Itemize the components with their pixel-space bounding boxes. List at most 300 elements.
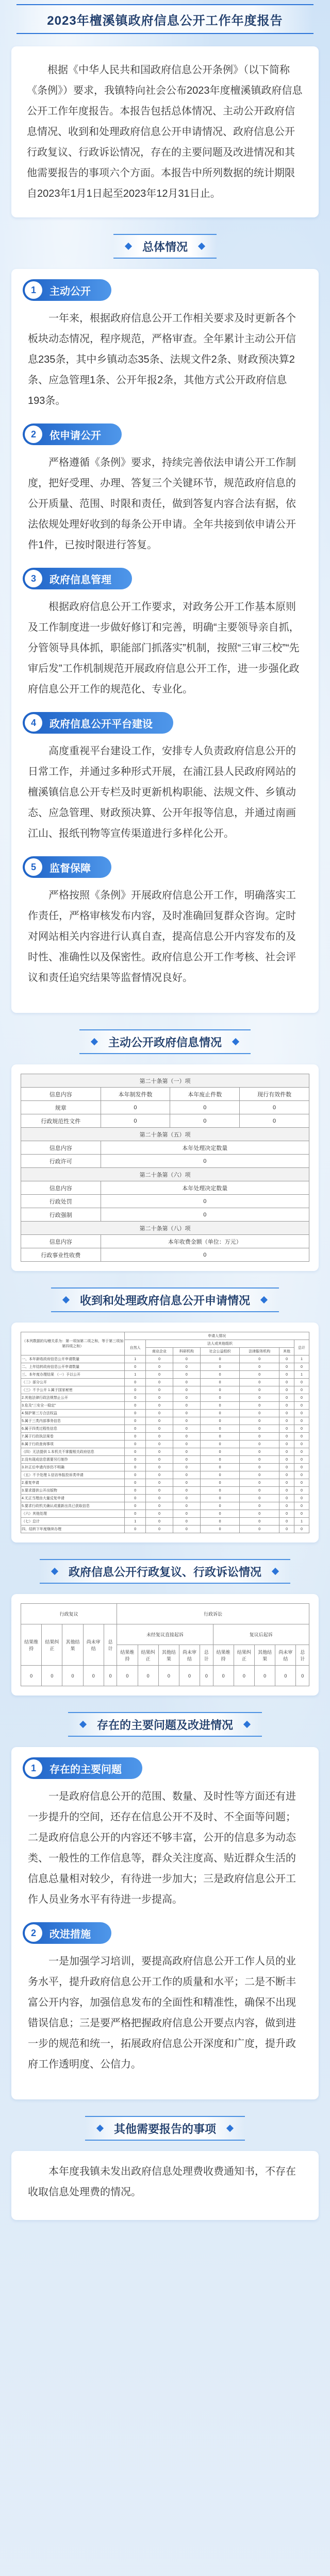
table-row-label: 二、上年结转政府信息公开申请数量 [21, 1363, 125, 1371]
table-cell: 0 [125, 1433, 146, 1440]
table-cell: 0 [294, 1402, 309, 1410]
table-cell: 0 [279, 1363, 294, 1371]
table-cell: 0 [294, 1495, 309, 1502]
table-section-title: 第二十条第（八）项 [21, 1222, 309, 1235]
table-cell: 0 [125, 1425, 146, 1433]
table-cell: 0 [125, 1410, 146, 1417]
sub-section-text: 一是政府信息公开的范围、数量、及时性等方面还有进一步提升的空间，还存在信息公开不及时、不全面等问题；二是政府信息公开的内容还不够丰富，公开的信息多为动态类、一般性的工作信息等，群众关注度高、贴近群众生活的信息总量相对较少，有待进一步加大；三是政府信息公开工作人员业务水平有待进一步提高。 [28, 1791, 296, 1905]
table-cell: 0 [62, 1666, 83, 1686]
table-cell: 0 [146, 1448, 173, 1456]
table-col-header: 总计 [200, 1645, 213, 1666]
table-cell: 0 [173, 1471, 200, 1479]
table-cell: 0 [146, 1425, 173, 1433]
table-cell: 0 [240, 1402, 279, 1410]
table-cell: 0 [101, 1248, 309, 1262]
table-cell: 0 [125, 1487, 146, 1495]
table-cell: 0 [146, 1471, 173, 1479]
table-cell: 0 [200, 1448, 240, 1456]
table-cell: 0 [200, 1487, 240, 1495]
table-cell: 0 [240, 1510, 279, 1518]
table-col-header: （本列数据的勾稽关系为：第一项加第二项之和，等于第三项加第四项之和） [21, 1332, 125, 1355]
sub-section-title: 政府信息公开平台建设 [50, 718, 153, 730]
table-cell: 0 [294, 1379, 309, 1386]
table-col-header: 现行有效件数 [240, 1088, 309, 1101]
table-cell: 0 [173, 1487, 200, 1495]
table-cell: 0 [125, 1456, 146, 1464]
sub-section-heading [23, 712, 173, 734]
table-cell: 0 [240, 1495, 279, 1502]
table-cell: 0 [125, 1479, 146, 1487]
table-cell: 行政许可 [21, 1155, 101, 1168]
table-cell: 0 [240, 1101, 309, 1114]
table-cell: 0 [173, 1510, 200, 1518]
table-cell: 0 [125, 1502, 146, 1510]
table-col-header: 本年处理决定数量 [101, 1141, 309, 1155]
table-row-label: （三）不予公开 1.属于国家秘密 [21, 1386, 125, 1394]
table-cell: 行政处罚 [21, 1195, 101, 1208]
table-cell: 1 [125, 1518, 146, 1526]
table-row [21, 1410, 309, 1417]
table-cell: 0 [240, 1114, 309, 1128]
table-row [21, 1101, 309, 1114]
table-cell: 0 [173, 1402, 200, 1410]
table-row-label: 7.属于行政执法案卷 [21, 1433, 125, 1440]
table-row [21, 1417, 309, 1425]
table-cell: 0 [240, 1487, 279, 1495]
table-cell: 1 [294, 1355, 309, 1363]
table-cell: 0 [170, 1114, 240, 1128]
table-cell: 0 [125, 1510, 146, 1518]
table-cell: 0 [294, 1394, 309, 1402]
table-col-header: 本年收费金额（单位：万元） [101, 1235, 309, 1248]
sub-section-3 [23, 568, 307, 705]
table-col-header: 结果纠正 [42, 1624, 62, 1666]
table-col-header: 自然人 [125, 1340, 146, 1355]
table-cell: 规章 [21, 1101, 101, 1114]
table-cell: 0 [200, 1410, 240, 1417]
table-cell: 0 [146, 1440, 173, 1448]
table-cell: 0 [125, 1464, 146, 1471]
table-cell: 0 [173, 1394, 200, 1402]
section-title-other-label: 其他需要报告的事项 [85, 2116, 245, 2141]
table-row [21, 1518, 309, 1526]
table-cell: 0 [279, 1487, 294, 1495]
table-cell: 0 [240, 1440, 279, 1448]
table-cell: 0 [294, 1456, 309, 1464]
table-cell: 0 [200, 1495, 240, 1502]
table-cell: 0 [279, 1495, 294, 1502]
table-cell: 0 [240, 1417, 279, 1425]
table-cell: 0 [173, 1502, 200, 1510]
table-cell: 0 [200, 1456, 240, 1464]
table-row-label: （五）不予处理 1.信访举报投诉类申请 [21, 1471, 125, 1479]
sub-section-title: 存在的主要问题 [50, 1764, 122, 1775]
table-cell: 0 [173, 1440, 200, 1448]
table-col-header: 本年制发件数 [101, 1088, 170, 1101]
table-cell: 0 [146, 1355, 173, 1363]
table-cell: 0 [125, 1379, 146, 1386]
table-cell: 0 [146, 1394, 173, 1402]
sub-section-title: 主动公开 [50, 285, 91, 297]
table-cell: 0 [294, 1487, 309, 1495]
section-title-active-label: 主动公开政府信息情况 [79, 1029, 251, 1054]
table-cell: 0 [125, 1394, 146, 1402]
table-cell: 0 [146, 1479, 173, 1487]
table-cell: 0 [146, 1402, 173, 1410]
sub-section-text: 根据政府信息公开工作要求，对政务公开工作基本原则及工作制度进一步做好修订和完善，明确“主要领导亲自抓，分管领导具体抓，职能部门抓落实”机制，按照“三审三校”“先审后发”工作机制规范开展政府信息公开工作，进一步强化政府信息公开工作的规范化、专业化。 [28, 601, 300, 695]
table-cell: 0 [146, 1495, 173, 1502]
table-row [21, 1114, 309, 1128]
table-cell: 0 [146, 1464, 173, 1471]
table-cell: 0 [146, 1456, 173, 1464]
table-cell: 0 [200, 1386, 240, 1394]
table-cell: 0 [125, 1448, 146, 1456]
active-table-card [11, 1064, 319, 1271]
table-row-label: 2.其他法律行政法规禁止公开 [21, 1394, 125, 1402]
review-table-card [11, 1594, 319, 1696]
table-row [21, 1471, 309, 1479]
section-title-apply-label: 收到和处理政府信息公开申请情况 [51, 1287, 279, 1312]
table-row [21, 1208, 309, 1222]
report-title: 2023年檀溪镇政府信息公开工作年度报告 [47, 13, 283, 28]
table-cell: 0 [294, 1448, 309, 1456]
table-cell: 0 [200, 1666, 213, 1686]
sub-section-number: 1 [25, 281, 42, 299]
table-row [21, 1355, 309, 1363]
table-cell: 0 [42, 1666, 62, 1686]
section-title-review-label: 政府信息公开行政复议、行政诉讼情况 [40, 1559, 290, 1584]
table-cell: 0 [138, 1666, 158, 1686]
table-cell: 0 [200, 1433, 240, 1440]
table-row [21, 1479, 309, 1487]
sub-section-number: 5 [25, 858, 42, 876]
table-cell: 0 [173, 1518, 200, 1526]
table-row [21, 1363, 309, 1371]
table-col-header: 信息内容 [21, 1088, 101, 1101]
table-cell: 0 [200, 1355, 240, 1363]
table-cell: 0 [240, 1464, 279, 1471]
table-cell: 0 [294, 1479, 309, 1487]
table-cell: 0 [240, 1379, 279, 1386]
table-cell: 0 [279, 1386, 294, 1394]
table-cell: 0 [170, 1101, 240, 1114]
table-row-label: （七）总计 [21, 1518, 125, 1526]
table-cell: 0 [240, 1526, 279, 1533]
table-cell: 0 [279, 1456, 294, 1464]
table-cell: 0 [200, 1471, 240, 1479]
table-section-title: 第二十条第（五）项 [21, 1128, 309, 1141]
table-col-header: 总计 [294, 1340, 309, 1355]
table-cell: 0 [279, 1433, 294, 1440]
sub-section-2 [23, 1922, 307, 2080]
section-title-overall-label: 总体情况 [113, 234, 217, 259]
section-title-other [11, 2115, 319, 2142]
apply-statistics-table [21, 1332, 309, 1533]
table-cell: 0 [117, 1666, 138, 1686]
table-cell: 0 [125, 1495, 146, 1502]
table-cell: 0 [101, 1195, 309, 1208]
table-row-label: 3.要求提供公开出版物 [21, 1487, 125, 1495]
table-cell: 0 [200, 1440, 240, 1448]
table-row-label: 2.重复申请 [21, 1479, 125, 1487]
table-cell: 0 [200, 1510, 240, 1518]
table-cell: 0 [279, 1518, 294, 1526]
overall-card [11, 269, 319, 1013]
table-cell: 0 [294, 1464, 309, 1471]
other-text: 本年度我镇未发出政府信息处理费收费通知书，不存在收取信息处理费的情况。 [28, 2166, 296, 2198]
table-cell: 0 [240, 1502, 279, 1510]
sub-section-text: 严格按照《条例》开展政府信息公开工作，明确落实工作责任，严格审核发布内容，及时准确回复群众咨询。定时对网站相关内容进行认真自查，提高信息公开内容发布的及时性、准确性以及保密性。政府信息公开工作考核、社会评议和责任追究结果等监督情况良好。 [28, 890, 296, 984]
table-cell: 0 [279, 1410, 294, 1417]
table-row-label: 5.要求行政机关确认或重新出具已获取信息 [21, 1502, 125, 1510]
table-cell: 0 [275, 1666, 296, 1686]
sub-section-heading [23, 423, 122, 445]
table-row-label: 3.补正后申请内容仍不明确 [21, 1464, 125, 1471]
table-col-header: 复议后起诉 [213, 1624, 309, 1645]
table-row [21, 1425, 309, 1433]
sub-section-1 [23, 279, 307, 416]
table-cell: 0 [200, 1417, 240, 1425]
table-cell: 1 [294, 1518, 309, 1526]
table-cell: 0 [240, 1394, 279, 1402]
table-cell: 0 [240, 1425, 279, 1433]
table-cell: 0 [255, 1666, 275, 1686]
table-cell: 0 [279, 1394, 294, 1402]
table-col-header: 行政复议 [21, 1604, 117, 1624]
table-cell: 行政规范性文件 [21, 1114, 101, 1128]
table-row-label: 四、结转下年度继续办理 [21, 1526, 125, 1533]
table-cell: 0 [173, 1355, 200, 1363]
table-cell: 0 [294, 1410, 309, 1417]
table-cell: 0 [200, 1371, 240, 1379]
table-cell: 0 [279, 1464, 294, 1471]
sub-section-title: 依申请公开 [50, 430, 101, 442]
table-cell: 1 [125, 1371, 146, 1379]
table-row-label: 三、本年度办理结果 （一）予以公开 [21, 1371, 125, 1379]
table-row [21, 1502, 309, 1510]
sub-section-text: 高度重视平台建设工作，安排专人负责政府信息公开的日常工作，并通过多种形式开展，在浦江县人民政府网站的檀溪镇信息公开专栏及时更新机构职能、法规文件、乡镇动态、应急管理、财政预决算、公开年报等信息，并通过南画江山、报纸刊物等宣传渠道进行多样化公开。 [28, 745, 296, 839]
table-col-header: 法人或其他组织 [146, 1340, 294, 1348]
table-cell: 0 [158, 1666, 179, 1686]
table-cell: 0 [240, 1448, 279, 1456]
review-litigation-table [21, 1603, 309, 1686]
table-col-header: 结果维持 [21, 1624, 42, 1666]
table-cell: 0 [294, 1386, 309, 1394]
table-row [21, 1440, 309, 1448]
table-cell: 0 [279, 1417, 294, 1425]
table-row [21, 1510, 309, 1518]
table-cell: 0 [83, 1666, 104, 1686]
table-cell: 0 [200, 1402, 240, 1410]
table-cell: 0 [279, 1502, 294, 1510]
table-cell: 0 [294, 1526, 309, 1533]
section-title-review [11, 1558, 319, 1585]
table-cell: 0 [279, 1479, 294, 1487]
table-cell: 0 [146, 1518, 173, 1526]
table-col-header: 结果维持 [213, 1645, 234, 1666]
section-title-apply [11, 1286, 319, 1313]
table-col-header: 其他 [279, 1348, 294, 1355]
table-cell: 0 [173, 1526, 200, 1533]
table-cell: 0 [173, 1410, 200, 1417]
table-cell: 0 [294, 1363, 309, 1371]
sub-section-4 [23, 712, 307, 849]
table-cell: 0 [213, 1666, 234, 1686]
table-cell: 0 [173, 1425, 200, 1433]
table-cell: 0 [240, 1518, 279, 1526]
table-cell: 0 [146, 1379, 173, 1386]
problems-card [11, 1747, 319, 2099]
table-col-header: 信息内容 [21, 1235, 101, 1248]
sub-section-heading [23, 568, 132, 589]
sub-section-heading [23, 1922, 111, 1944]
table-cell: 0 [173, 1371, 200, 1379]
table-col-header: 本年处理决定数量 [101, 1181, 309, 1195]
table-cell: 0 [294, 1440, 309, 1448]
table-cell: 0 [179, 1666, 200, 1686]
table-cell: 0 [125, 1440, 146, 1448]
table-col-header: 尚未审结 [275, 1645, 296, 1666]
table-cell: 0 [173, 1464, 200, 1471]
table-cell: 0 [279, 1355, 294, 1363]
table-section-title: 第二十条第（一）项 [21, 1074, 309, 1088]
table-cell: 0 [240, 1371, 279, 1379]
sub-section-heading [23, 856, 111, 878]
sub-section-5 [23, 856, 307, 993]
table-col-header: 其他结果 [158, 1645, 179, 1666]
table-cell: 0 [101, 1114, 170, 1128]
table-cell: 0 [240, 1355, 279, 1363]
table-cell: 0 [173, 1417, 200, 1425]
table-cell: 0 [21, 1666, 42, 1686]
sub-section-heading [23, 1757, 142, 1779]
table-cell: 0 [279, 1425, 294, 1433]
sub-section-title: 改进措施 [50, 1928, 91, 1940]
table-cell: 0 [146, 1363, 173, 1371]
table-row [21, 1448, 309, 1456]
table-cell: 0 [279, 1526, 294, 1533]
table-cell: 0 [200, 1526, 240, 1533]
table-cell: 0 [125, 1363, 146, 1371]
table-cell: 0 [240, 1479, 279, 1487]
table-cell: 0 [146, 1371, 173, 1379]
table-row [21, 1433, 309, 1440]
table-cell: 0 [200, 1479, 240, 1487]
table-cell: 0 [200, 1518, 240, 1526]
table-row-label: 4.保护第三方合法权益 [21, 1410, 125, 1417]
table-cell: 0 [279, 1471, 294, 1479]
table-col-header: 结果纠正 [138, 1645, 158, 1666]
sub-section-heading [23, 279, 111, 301]
table-row [21, 1379, 309, 1386]
table-row [21, 1456, 309, 1464]
table-cell: 0 [125, 1402, 146, 1410]
table-cell: 0 [234, 1666, 254, 1686]
table-row-label: （六）其他处理 [21, 1510, 125, 1518]
table-row [21, 1402, 309, 1410]
table-row [21, 1394, 309, 1402]
table-cell: 0 [294, 1502, 309, 1510]
table-row-label: （二）部分公开 [21, 1379, 125, 1386]
table-cell: 0 [173, 1448, 200, 1456]
table-cell: 0 [240, 1433, 279, 1440]
table-cell: 0 [279, 1371, 294, 1379]
sub-section-title: 政府信息管理 [50, 574, 111, 586]
table-row-label: 2.没有现成信息需要另行制作 [21, 1456, 125, 1464]
table-row [21, 1487, 309, 1495]
table-col-header: 结果纠正 [234, 1645, 254, 1666]
table-col-header: 尚未审结 [83, 1624, 104, 1666]
sub-section-title: 监督保障 [50, 862, 91, 874]
table-col-header: 社会公益组织 [200, 1348, 240, 1355]
table-row [21, 1195, 309, 1208]
section-title-active [11, 1028, 319, 1055]
table-cell: 0 [279, 1448, 294, 1456]
table-cell: 0 [294, 1417, 309, 1425]
section-title-problems [11, 1711, 319, 1738]
table-cell: 0 [200, 1394, 240, 1402]
sub-section-number: 4 [25, 714, 42, 732]
table-cell: 行政事业性收费 [21, 1248, 101, 1262]
table-cell: 0 [173, 1379, 200, 1386]
table-row [21, 1371, 309, 1379]
table-cell: 0 [101, 1155, 309, 1168]
table-cell: 0 [101, 1101, 170, 1114]
table-cell: 0 [294, 1471, 309, 1479]
table-cell: 0 [173, 1363, 200, 1371]
table-cell: 0 [125, 1471, 146, 1479]
table-col-header: 申请人情况 [125, 1332, 309, 1340]
sub-section-text: 严格遵循《条例》要求，持续完善依法申请公开工作制度，把好受理、办理、答复三个关键环节，规范政府信息的公开质量、范围、时限和责任，做到答复内容合法有据，依法依规处理好收到的每条公开申请。全年共接到依申请公开件1件，已按时限进行答复。 [28, 457, 296, 551]
table-cell: 0 [146, 1417, 173, 1425]
table-cell: 0 [296, 1666, 309, 1686]
other-card [11, 2151, 319, 2220]
table-cell: 0 [125, 1386, 146, 1394]
table-col-header: 未经复议直接起诉 [117, 1624, 213, 1645]
table-cell: 0 [146, 1502, 173, 1510]
sub-section-number: 2 [25, 426, 42, 443]
table-cell: 0 [294, 1510, 309, 1518]
sub-section-text: 一年来，根据政府信息公开工作相关要求及时更新各个板块动态情况，程序规范，严格审查。全年累计主动公开信息235条，其中乡镇动态35条、法规文件2条、财政预决算2条、应急管理1条、公开年报2条，其他方式公开政府信息193条。 [28, 313, 296, 406]
table-row [21, 1526, 309, 1533]
table-cell: 0 [240, 1471, 279, 1479]
table-cell: 0 [240, 1456, 279, 1464]
table-cell: 0 [104, 1666, 117, 1686]
table-col-header: 其他结果 [62, 1624, 83, 1666]
table-row [21, 1248, 309, 1262]
table-row [21, 1495, 309, 1502]
table-col-header: 商业企业 [146, 1348, 173, 1355]
table-cell: 0 [279, 1510, 294, 1518]
sub-section-number: 2 [25, 1924, 42, 1942]
table-section-title: 第二十条第（六）项 [21, 1168, 309, 1181]
table-col-header: 行政诉讼 [117, 1604, 309, 1624]
table-cell: 0 [173, 1433, 200, 1440]
table-cell: 0 [200, 1464, 240, 1471]
table-cell: 0 [173, 1479, 200, 1487]
table-row-label: 6.属于四类过程性信息 [21, 1425, 125, 1433]
table-cell: 0 [173, 1456, 200, 1464]
table-col-header: 信息内容 [21, 1181, 101, 1195]
table-cell: 0 [294, 1433, 309, 1440]
sub-section-1 [23, 1757, 307, 1915]
table-cell: 0 [200, 1363, 240, 1371]
table-cell: 0 [200, 1502, 240, 1510]
table-cell: 0 [240, 1410, 279, 1417]
intro-paragraph: 根据《中华人民共和国政府信息公开条例》（以下简称《条例》）要求，我镇特向社会公布2023年度檀溪镇政府信息公开工作年度报告。本报告包括总体情况、主动公开政府信息情况、收到和处理政府信息公开申请情况、政府信息公开行政复议、行政诉讼情况，存在的主要问题及改进情况和其他需要报告的事项六个方面。本报告中所列数据的统计期限自2023年1月1日起至2023年12月31日止。 [11, 46, 319, 217]
table-row-label: 5.属于三类内部事务信息 [21, 1417, 125, 1425]
section-title-problems-label: 存在的主要问题及改进情况 [68, 1712, 262, 1737]
